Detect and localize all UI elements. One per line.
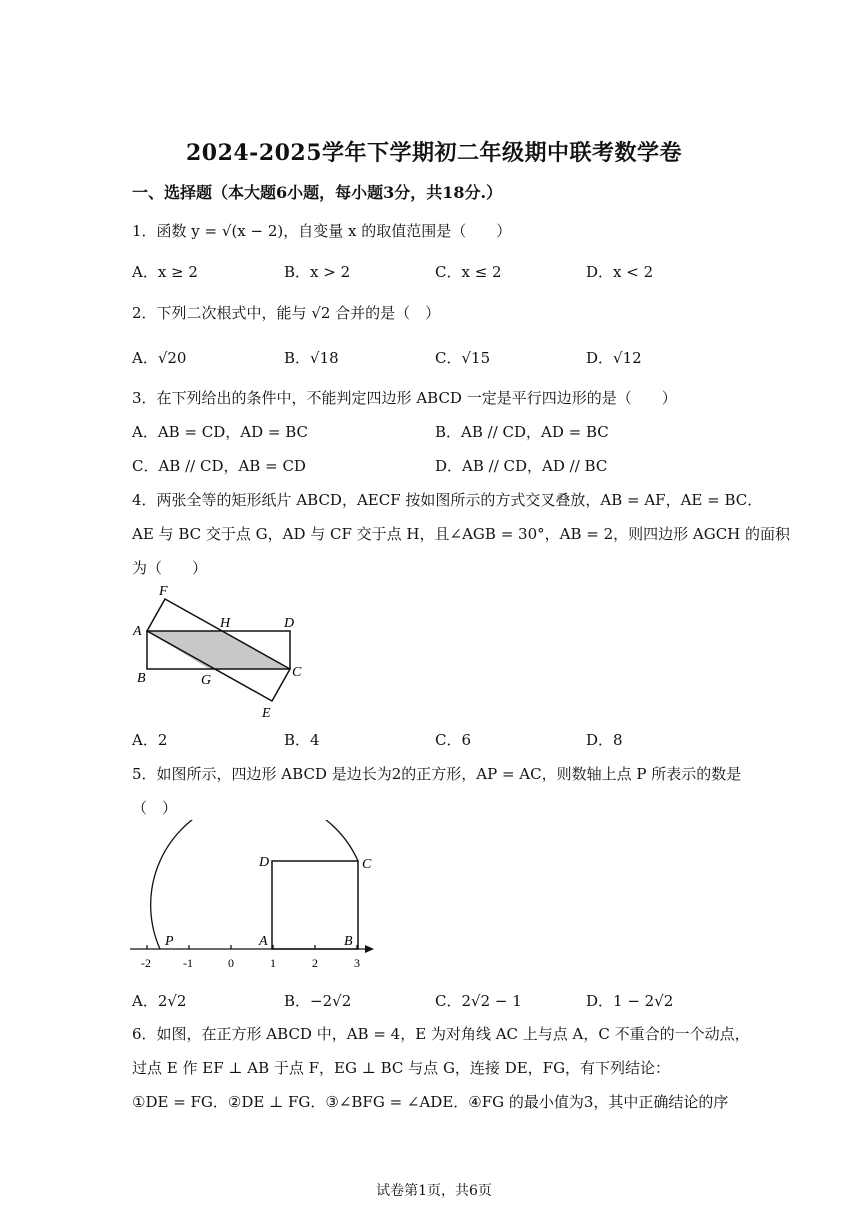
label-f: F xyxy=(159,584,168,599)
q3-option-b: B．AB // CD，AD = BC xyxy=(435,423,609,441)
q5-option-b: B．−2√2 xyxy=(284,992,352,1010)
question-1-stem: 1．函数 y = √(x − 2)，自变量 x 的取值范围是（ ） xyxy=(132,222,512,240)
label-b: B xyxy=(137,671,146,686)
shaded-quadrilateral-agch xyxy=(147,631,290,669)
label-a: A xyxy=(259,934,268,949)
question-4-line-2: AE 与 BC 交于点 G，AD 与 CF 交于点 H，且∠AGB = 30°，AB = 2，则四边形 AGCH 的面积 xyxy=(132,525,791,543)
label-c: C xyxy=(362,857,372,872)
q4-figure xyxy=(125,580,315,725)
question-4-line-3: 为（ ） xyxy=(132,559,208,577)
q2-option-b: B．√18 xyxy=(284,349,339,367)
q4-option-b: B．4 xyxy=(284,731,320,749)
q2-option-a: A．√20 xyxy=(132,349,187,367)
label-g: G xyxy=(201,673,212,688)
tick-label: 3 xyxy=(354,956,360,970)
q5-figure xyxy=(125,820,385,975)
question-2-stem: 2．下列二次根式中，能与 √2 合并的是（ ） xyxy=(132,304,441,322)
q2-option-c: C．√15 xyxy=(435,349,491,367)
label-a: A xyxy=(133,624,142,639)
q1-option-a: A．x ≥ 2 xyxy=(132,263,198,281)
q5-option-a: A．2√2 xyxy=(132,992,187,1010)
q4-option-d: D．8 xyxy=(586,731,623,749)
q1-option-c: C．x ≤ 2 xyxy=(435,263,502,281)
q1-option-b: B．x > 2 xyxy=(284,263,351,281)
tick-label: 0 xyxy=(228,956,234,970)
label-e: E xyxy=(262,706,271,721)
q3-option-d: D．AB // CD，AD // BC xyxy=(435,457,608,475)
q1-option-d: D．x < 2 xyxy=(586,263,654,281)
exam-title: 2024-2025学年下学期初二年级期中联考数学卷 xyxy=(185,140,683,166)
section-heading: 一、选择题（本大题6小题，每小题3分，共18分.） xyxy=(132,183,503,202)
number-line-arrow xyxy=(365,945,374,953)
q5-option-c: C．2√2 − 1 xyxy=(435,992,522,1010)
q5-option-d: D．1 − 2√2 xyxy=(586,992,674,1010)
tick-label: -2 xyxy=(141,956,151,970)
tick-label: 1 xyxy=(270,956,276,970)
q4-option-a: A．2 xyxy=(132,731,168,749)
label-c: C xyxy=(292,665,302,680)
question-5-line-1: 5．如图所示，四边形 ABCD 是边长为2的正方形，AP = AC，则数轴上点 P 所表示的数是 xyxy=(132,765,742,783)
page-footer: 试卷第1页，共6页 xyxy=(376,1183,492,1199)
label-b: B xyxy=(344,934,353,949)
question-3-stem: 3．在下列给出的条件中，不能判定四边形 ABCD 一定是平行四边形的是（ ） xyxy=(132,389,677,407)
question-6-line-2: 过点 E 作 EF ⊥ AB 于点 F，EG ⊥ BC 与点 G，连接 DE，FG，有下列结论： xyxy=(132,1059,671,1077)
question-6-line-3: ①DE = FG．②DE ⊥ FG．③∠BFG = ∠ADE．④FG 的最小值为3，其中正确结论的序 xyxy=(132,1093,729,1111)
q2-option-d: D．√12 xyxy=(586,349,642,367)
q3-option-a: A．AB = CD，AD = BC xyxy=(132,423,309,441)
q3-option-c: C．AB // CD，AB = CD xyxy=(132,457,306,475)
label-d: D xyxy=(284,616,295,631)
arc-ap xyxy=(151,820,358,949)
tick-label: 2 xyxy=(312,956,318,970)
label-p: P xyxy=(165,934,174,949)
question-6-line-1: 6．如图，在正方形 ABCD 中，AB = 4，E 为对角线 AC 上与点 A，C 不重合的一个动点， xyxy=(132,1025,750,1043)
tick-label: -1 xyxy=(183,956,193,970)
question-5-line-2: （ ） xyxy=(132,799,178,817)
q4-option-c: C．6 xyxy=(435,731,472,749)
label-h: H xyxy=(220,616,231,631)
question-4-line-1: 4．两张全等的矩形纸片 ABCD，AECF 按如图所示的方式交叉叠放，AB = AF，AE = BC． xyxy=(132,491,763,509)
label-d: D xyxy=(259,855,270,870)
